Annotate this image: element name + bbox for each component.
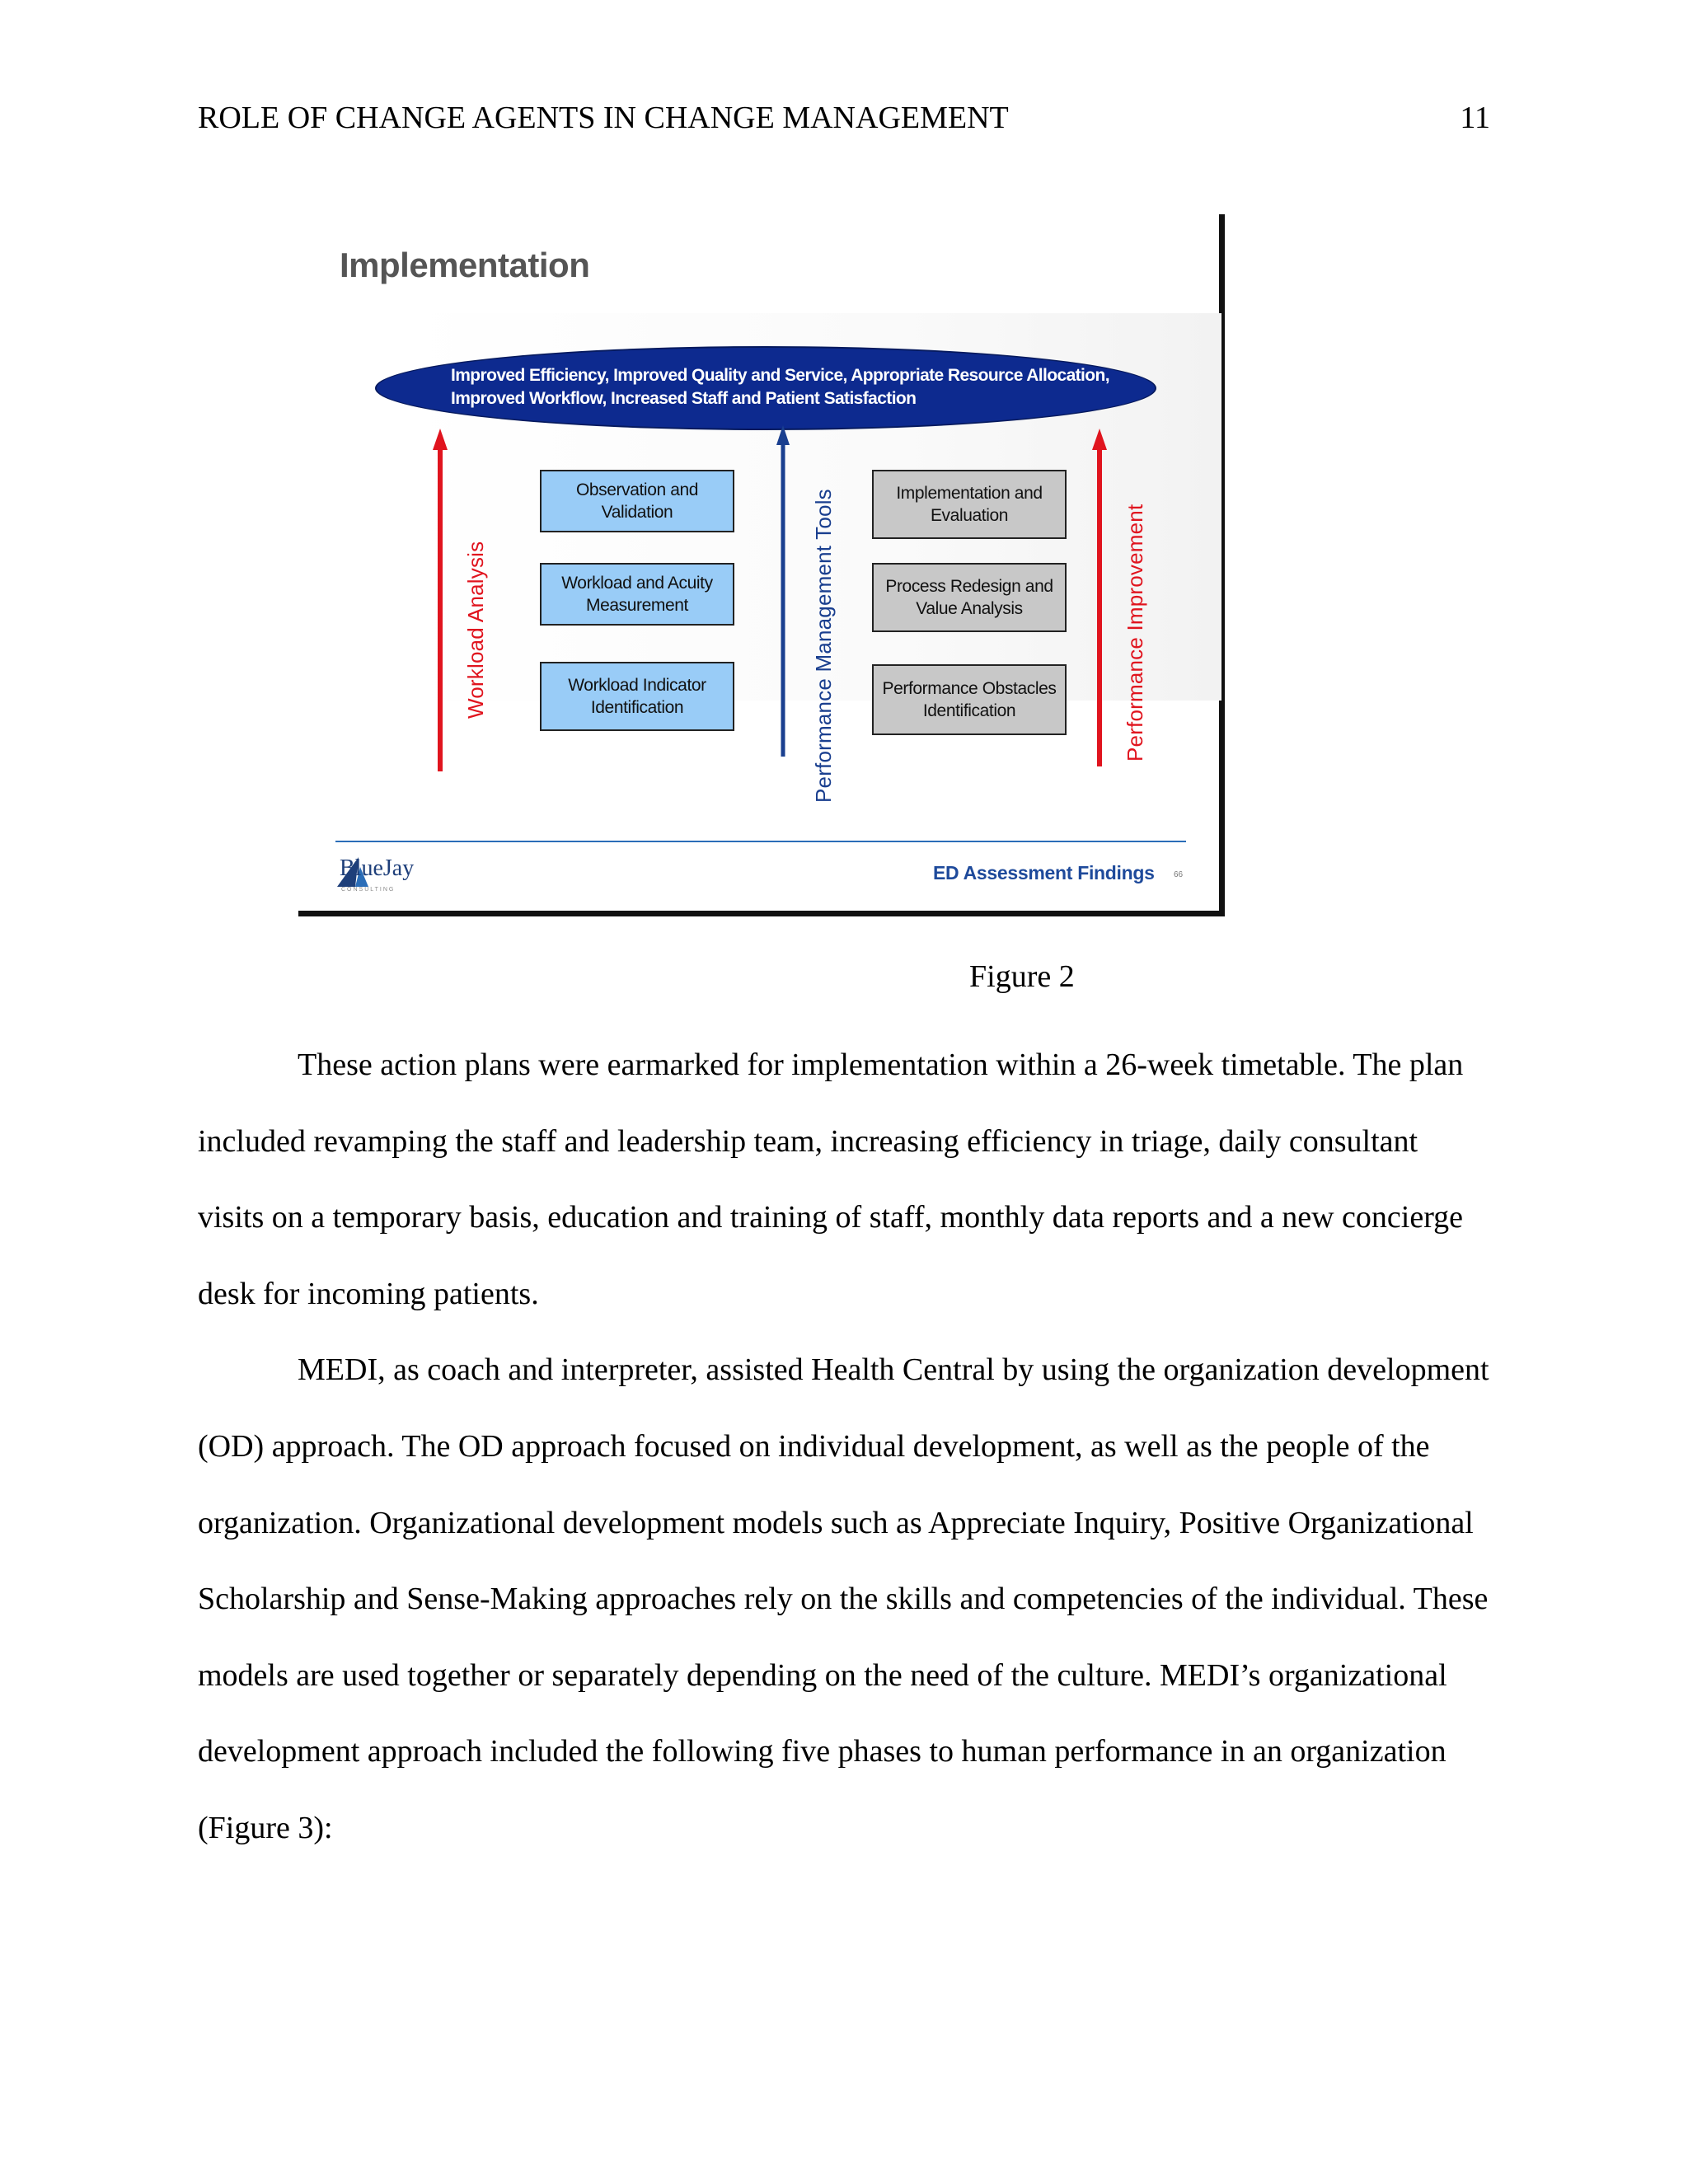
page-number: 11 bbox=[1460, 101, 1490, 135]
label-performance-improvement: Performance Improvement bbox=[1123, 504, 1147, 762]
box-implementation-evaluation: Implementation and Evaluation bbox=[872, 470, 1067, 539]
label-performance-management-tools: Performance Management Tools bbox=[811, 489, 836, 803]
figure-title: Implementation bbox=[340, 246, 590, 284]
body-text bbox=[198, 1027, 1490, 1867]
figure-caption: Figure 2 bbox=[969, 959, 1075, 994]
outcomes-line-2: Improved Workflow, Increased Staff and Patient Satisfaction bbox=[451, 389, 917, 408]
box-workload-acuity: Workload and Acuity Measurement bbox=[540, 563, 734, 626]
right-arrow bbox=[1092, 429, 1107, 766]
left-arrow bbox=[433, 429, 448, 771]
paragraph: These action plans were earmarked for implementation within a 26-week timetable. The plan included revamping the staff and leadership team, increasing efficiency in triage, daily consultant visits on a temporary basis, education and training of staff, monthly data reports and a new concierge desk for incoming patients. bbox=[198, 1047, 1464, 1311]
bluejay-logo-text: BlueJay bbox=[340, 855, 415, 881]
box-process-redesign: Process Redesign and Value Analysis bbox=[872, 563, 1067, 632]
paragraph: MEDI, as coach and interpreter, assisted Health Central by using the organization development (OD) approach. The OD approach focused on individual development, as well as the people of the organization. Organizational development models such as Appreciate Inquiry, Positive Organizational Scholarship and Sense-Making approaches rely on the skills and competencies of the individual. These models are used together or separately depending on the need of the culture. MEDI’s organizational development approach included the following five phases to human performance in an organization (Figure 3): bbox=[198, 1352, 1489, 1845]
figure-footer-rule bbox=[335, 841, 1186, 842]
center-arrow bbox=[776, 425, 790, 757]
box-observation-validation: Observation and Validation bbox=[540, 470, 734, 532]
bluejay-logo-subtext: CONSULTING bbox=[341, 887, 396, 893]
box-performance-obstacles: Performance Obstacles Identification bbox=[872, 664, 1067, 735]
figure-implementation bbox=[298, 214, 1225, 916]
footer-findings-text: ED Assessment Findings bbox=[933, 862, 1155, 883]
outcomes-line-1: Improved Efficiency, Improved Quality and Service, Appropriate Resource Allocation, bbox=[451, 366, 1109, 385]
running-head-title: ROLE OF CHANGE AGENTS IN CHANGE MANAGEMENT bbox=[198, 101, 1009, 135]
figure-arrows bbox=[298, 214, 1225, 916]
footer-slide-number: 66 bbox=[1174, 870, 1184, 879]
label-workload-analysis: Workload Analysis bbox=[463, 541, 488, 719]
box-workload-indicator: Workload Indicator Identification bbox=[540, 662, 734, 731]
